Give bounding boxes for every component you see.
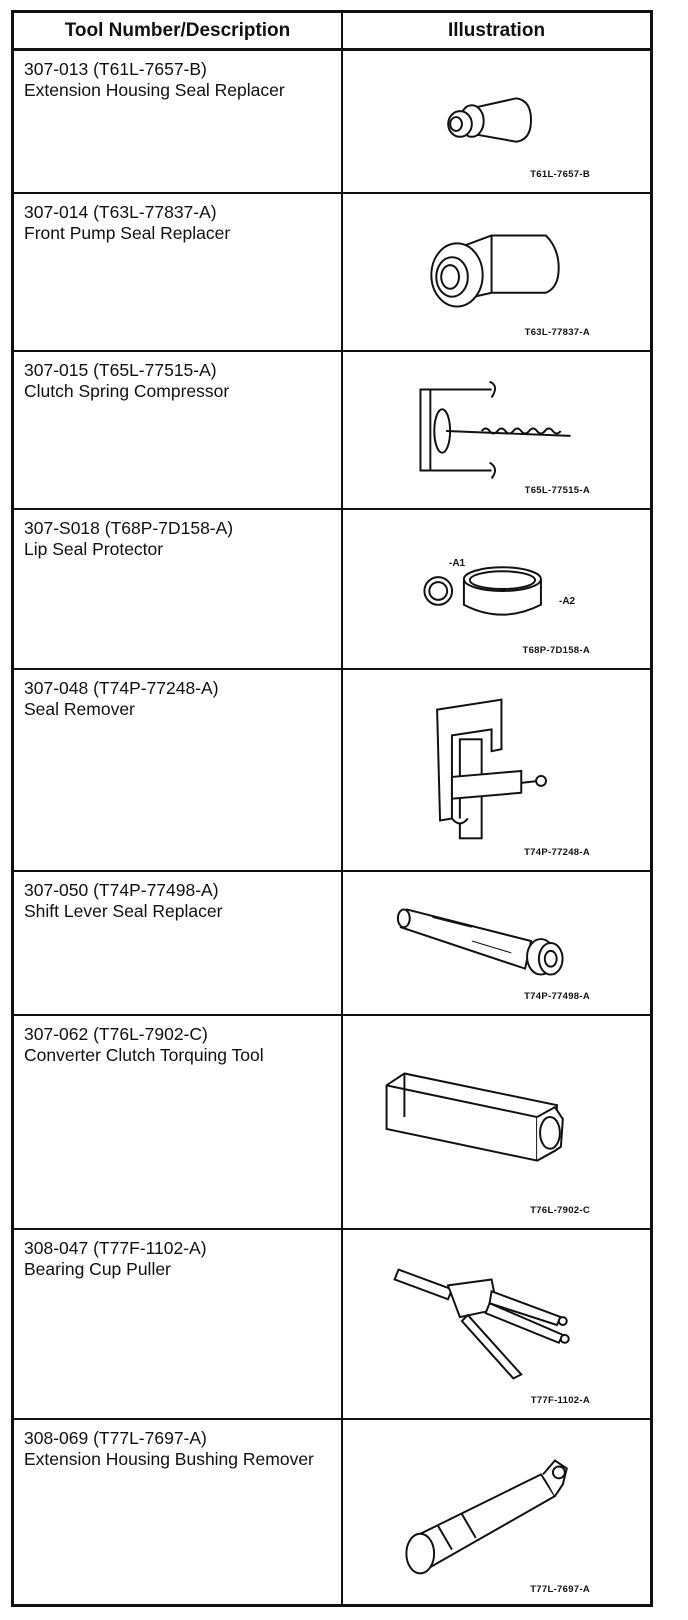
tool-number: 307-014 (T63L-77837-A) — [24, 202, 217, 222]
tool-illustration-cell — [343, 670, 650, 870]
table-row — [14, 872, 650, 1016]
shift-lever-seal-replacer-icon — [343, 872, 650, 1014]
tool-illustration-cell — [343, 1016, 650, 1228]
tool-name: Extension Housing Bushing Remover — [24, 1449, 314, 1469]
table-row — [14, 1016, 650, 1230]
tool-illustration-cell — [343, 51, 650, 192]
callout-a1: -A1 — [449, 558, 466, 569]
tool-number: 307-013 (T61L-7657-B) — [24, 59, 207, 79]
table-row — [14, 670, 650, 872]
tool-name: Seal Remover — [24, 699, 135, 719]
tool-number: 307-048 (T74P-77248-A) — [24, 678, 219, 698]
header-description: Tool Number/Description — [14, 13, 343, 48]
table-row — [14, 1420, 650, 1607]
table-row — [14, 352, 650, 510]
tool-table — [11, 10, 653, 1607]
tool-name: Converter Clutch Torquing Tool — [24, 1045, 264, 1065]
table-row — [14, 51, 650, 194]
tool-description-cell — [14, 352, 343, 508]
tool-description-cell — [14, 510, 343, 668]
tool-description-cell — [14, 194, 343, 350]
tool-name: Extension Housing Seal Replacer — [24, 80, 285, 100]
tool-number: 308-047 (T77F-1102-A) — [24, 1238, 207, 1258]
tool-description-cell — [14, 872, 343, 1014]
part-number-label: T68P-7D158-A — [522, 645, 590, 656]
tool-number: 307-S018 (T68P-7D158-A) — [24, 518, 234, 538]
header-illustration: Illustration — [447, 19, 546, 41]
tool-number: 308-069 (T77L-7697-A) — [24, 1428, 207, 1448]
tool-name: Lip Seal Protector — [24, 539, 164, 559]
tool-illustration-cell — [343, 510, 650, 668]
tool-name: Shift Lever Seal Replacer — [24, 901, 223, 921]
tool-number: 307-015 (T65L-77515-A) — [24, 360, 217, 380]
table-row — [14, 510, 650, 670]
callout-a2: -A2 — [559, 596, 576, 607]
part-number-label: T63L-77837-A — [524, 327, 590, 338]
tool-description-cell — [14, 1420, 343, 1607]
tool-name: Bearing Cup Puller — [24, 1259, 171, 1279]
tool-description-cell — [14, 51, 343, 192]
tool-illustration-cell — [343, 1230, 650, 1418]
part-number-label: T74P-77498-A — [524, 991, 590, 1002]
torquing-tool-icon — [343, 1016, 650, 1228]
table-row — [14, 1230, 650, 1420]
seal-replacer-icon — [343, 51, 650, 192]
table-header — [14, 13, 650, 51]
seal-remover-icon — [343, 670, 650, 870]
tool-number: 307-050 (T74P-77498-A) — [24, 880, 219, 900]
lip-seal-protector-icon — [343, 510, 650, 668]
bushing-remover-icon — [343, 1420, 650, 1607]
tool-description-cell — [14, 670, 343, 870]
part-number-label: T74P-77248-A — [524, 847, 590, 858]
tool-name: Front Pump Seal Replacer — [24, 223, 231, 243]
part-number-label: T76L-7902-C — [530, 1205, 590, 1216]
bearing-cup-puller-icon — [343, 1230, 650, 1418]
tool-name: Clutch Spring Compressor — [24, 381, 230, 401]
pump-seal-replacer-icon — [343, 194, 650, 350]
spring-compressor-icon — [343, 352, 650, 508]
part-number-label: T65L-77515-A — [524, 485, 590, 496]
tool-number: 307-062 (T76L-7902-C) — [24, 1024, 208, 1044]
part-number-label: T61L-7657-B — [530, 169, 590, 180]
tool-description-cell — [14, 1230, 343, 1418]
table-row — [14, 194, 650, 352]
tool-illustration-cell — [343, 194, 650, 350]
part-number-label: T77F-1102-A — [530, 1395, 590, 1406]
tool-illustration-cell — [343, 872, 650, 1014]
tool-illustration-cell — [343, 1420, 650, 1607]
part-number-label: T77L-7697-A — [530, 1584, 590, 1595]
tool-illustration-cell — [343, 352, 650, 508]
tool-description-cell — [14, 1016, 343, 1228]
